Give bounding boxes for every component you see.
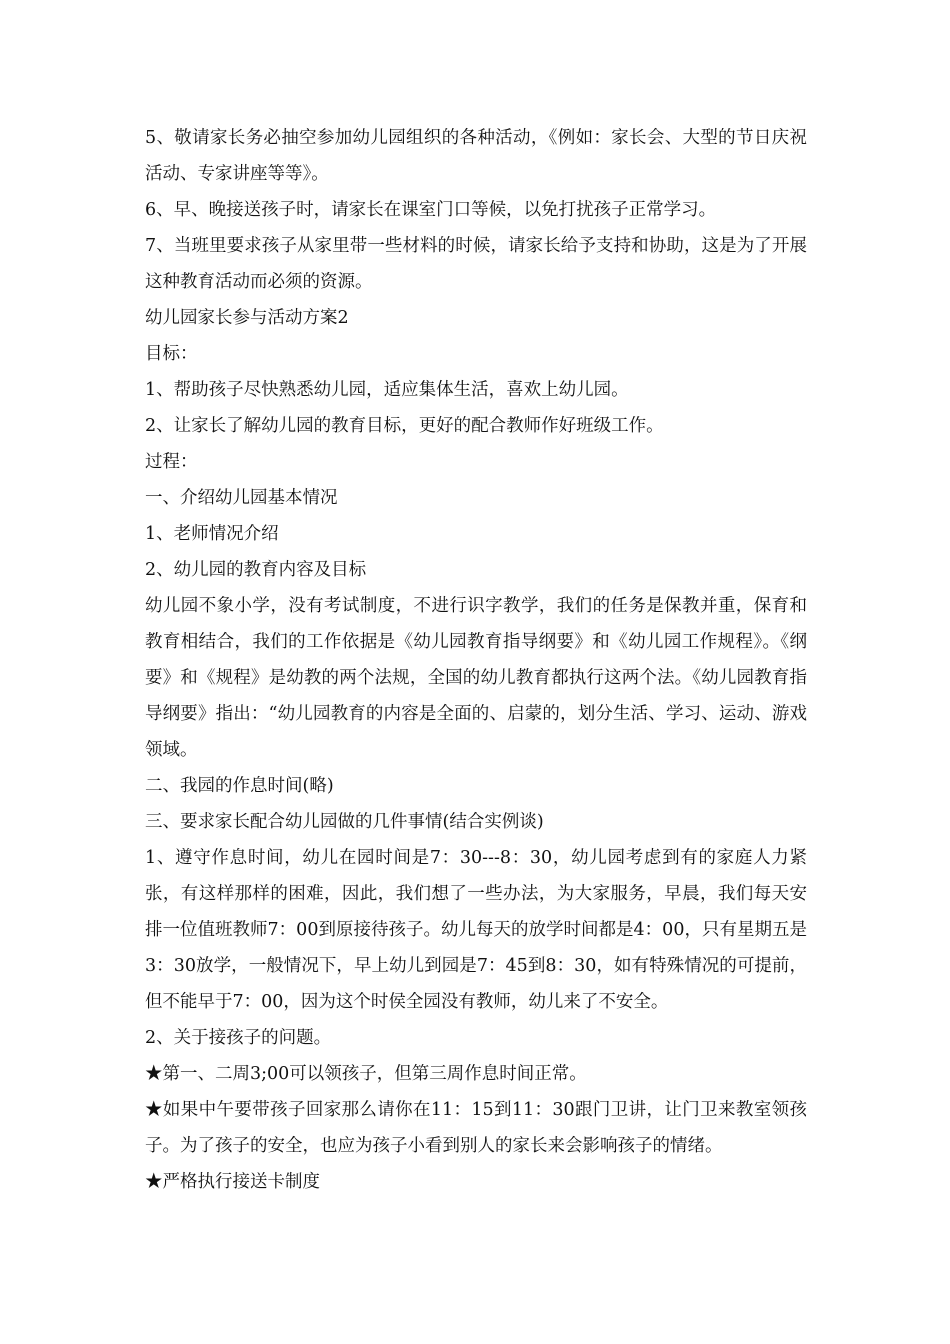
education-content-paragraph: 幼儿园不象小学，没有考试制度，不进行识字教学，我们的任务是保教并重，保育和教育相结合，我们的工作依据是《幼儿园教育指导纲要》和《幼儿园工作规程》。《纲要》和《规程》是幼教的两个法规，全国的幼儿教育都执行这两个法。《幼儿园教育指导纲要》指出：“幼儿园教育的内容是全面的、启蒙的，划分生活、学习、运动、游戏领域。 (145, 596, 807, 760)
document-body (145, 120, 807, 1200)
process-part-2-heading: 二、我园的作息时间(略) (145, 776, 334, 796)
process-part-1-item-2: 2、幼儿园的教育内容及目标 (145, 560, 367, 580)
process-heading: 过程： (145, 452, 198, 472)
goal-item-1: 1、帮助孩子尽快熟悉幼儿园，适应集体生活，喜欢上幼儿园。 (145, 380, 629, 400)
process-part-1-heading: 一、介绍幼儿园基本情况 (145, 488, 338, 508)
pickup-note-3: ★严格执行接送卡制度 (145, 1172, 320, 1192)
goal-item-2: 2、让家长了解幼儿园的教育目标，更好的配合教师作好班级工作。 (145, 416, 664, 436)
paragraph-item-7: 7、当班里要求孩子从家里带一些材料的时候，请家长给予支持和协助，这是为了开展这种教育活动而必须的资源。 (145, 236, 807, 292)
process-part-3-heading: 三、要求家长配合幼儿园做的几件事情(结合实例谈) (145, 812, 544, 832)
section-title: 幼儿园家长参与活动方案2 (145, 308, 349, 328)
process-part-1-item-1: 1、老师情况介绍 (145, 524, 279, 544)
goals-heading: 目标： (145, 344, 198, 364)
paragraph-item-6: 6、早、晚接送孩子时，请家长在课室门口等候，以免打扰孩子正常学习。 (145, 200, 717, 220)
pickup-note-1: ★第一、二周3;00可以领孩子，但第三周作息时间正常。 (145, 1064, 587, 1084)
pickup-heading: 2、关于接孩子的问题。 (145, 1028, 332, 1048)
pickup-note-2: ★如果中午要带孩子回家那么请你在11：15到11：30跟门卫讲，让门卫来教室领孩子。为了孩子的安全，也应为孩子小看到别人的家长来会影响孩子的情绪。 (145, 1100, 807, 1156)
paragraph-item-5: 5、敬请家长务必抽空参加幼儿园组织的各种活动，《例如：家长会、大型的节日庆祝活动、专家讲座等等》。 (145, 128, 807, 184)
schedule-paragraph: 1、遵守作息时间，幼儿在园时间是7：30---8：30，幼儿园考虑到有的家庭人力紧张，有这样那样的困难，因此，我们想了一些办法，为大家服务，早晨，我们每天安排一位值班教师7：00到原接待孩子。幼儿每天的放学时间都是4：00，只有星期五是3：30放学，一般情况下，早上幼儿到园是7：45到8：30，如有特殊情况的可提前，但不能早于7：00，因为这个时侯全园没有教师，幼儿来了不安全。 (145, 848, 807, 1012)
